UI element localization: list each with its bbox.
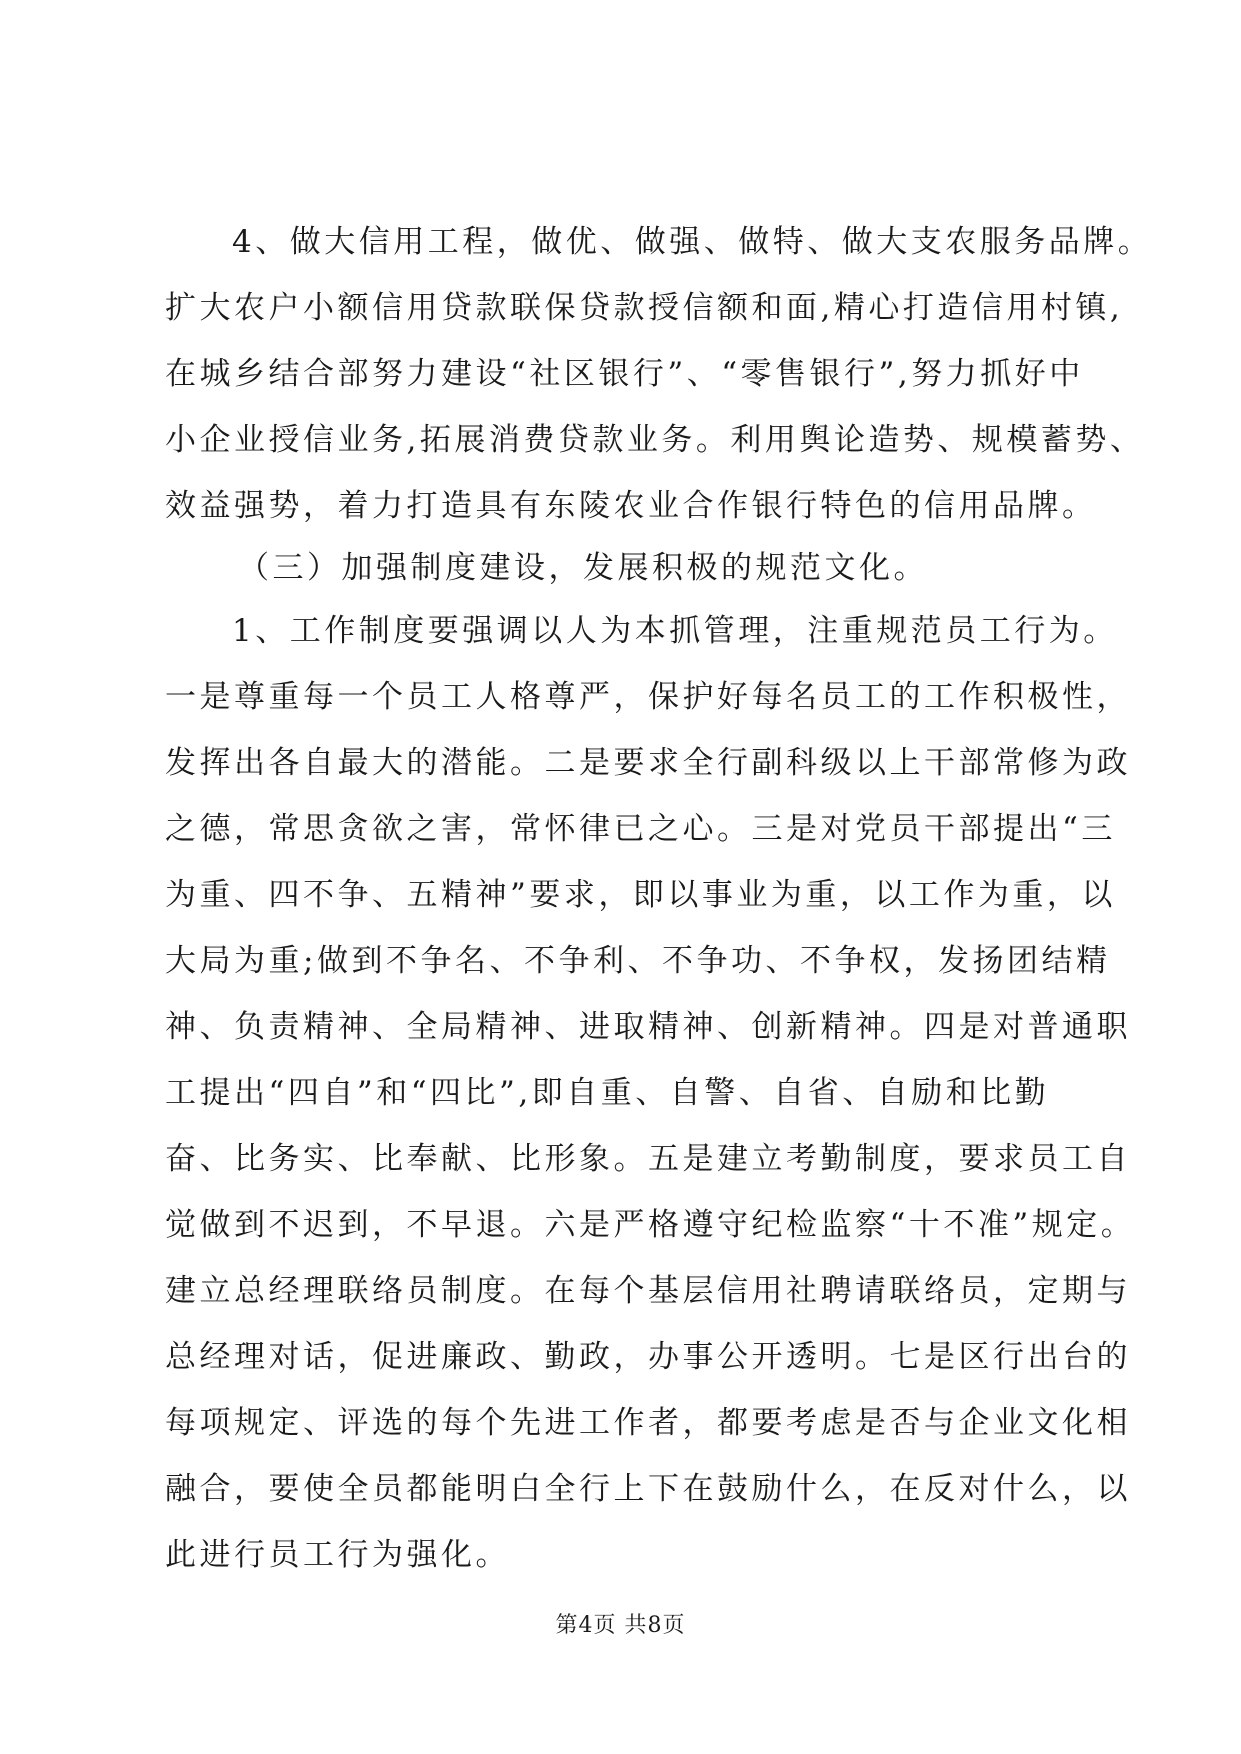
section-heading: （三）加强制度建设，发展积极的规范文化。: [238, 550, 928, 586]
page-number-footer: 第4页 共8页: [555, 1613, 686, 1638]
paragraph-1-line-2: 一是尊重每一个员工人格尊严，保护好每名员工的工作积极性，: [165, 679, 1131, 715]
paragraph-4-line-1: 4、做大信用工程，做优、做强、做特、做大支农服务品牌。: [232, 224, 1153, 260]
paragraph-1-line-3: 发挥出各自最大的潜能。二是要求全行副科级以上干部常修为政: [165, 745, 1131, 781]
paragraph-1-line-8: 工提出“四自”和“四比”,即自重、自警、自省、自励和比勤: [165, 1075, 1050, 1111]
paragraph-4-line-3: 在城乡结合部努力建设“社区银行”、“零售银行”,努力抓好中: [165, 356, 1084, 392]
paragraph-1-line-15: 此进行员工行为强化。: [165, 1537, 510, 1573]
paragraph-1-line-5: 为重、四不争、五精神”要求，即以事业为重，以工作为重，以: [165, 877, 1116, 913]
paragraph-1-line-10: 觉做到不迟到，不早退。六是严格遵守纪检监察“十不准”规定。: [165, 1207, 1136, 1243]
paragraph-1-line-9: 奋、比务实、比奉献、比形象。五是建立考勤制度，要求员工自: [165, 1141, 1131, 1177]
paragraph-1-line-7: 神、负责精神、全局精神、进取精神、创新精神。四是对普通职: [165, 1009, 1131, 1045]
paragraph-4-line-4: 小企业授信业务,拓展消费贷款业务。利用舆论造势、规模蓄势、: [165, 422, 1145, 458]
paragraph-1-line-11: 建立总经理联络员制度。在每个基层信用社聘请联络员，定期与: [165, 1273, 1131, 1309]
paragraph-1-line-12: 总经理对话，促进廉政、勤政，办事公开透明。七是区行出台的: [165, 1339, 1131, 1375]
paragraph-1-line-13: 每项规定、评选的每个先进工作者，都要考虑是否与企业文化相: [165, 1405, 1131, 1441]
paragraph-4-line-5: 效益强势，着力打造具有东陵农业合作银行特色的信用品牌。: [165, 488, 1097, 524]
paragraph-1-line-6: 大局为重;做到不争名、不争利、不争功、不争权，发扬团结精: [165, 943, 1111, 979]
paragraph-1-line-4: 之德，常思贪欲之害，常怀律已之心。三是对党员干部提出“三: [165, 811, 1116, 847]
paragraph-1-line-14: 融合，要使全员都能明白全行上下在鼓励什么，在反对什么，以: [165, 1471, 1131, 1507]
paragraph-4-line-2: 扩大农户小额信用贷款联保贷款授信额和面,精心打造信用村镇,: [165, 290, 1124, 326]
paragraph-1-line-1: 1、工作制度要强调以人为本抓管理，注重规范员工行为。: [232, 613, 1118, 649]
